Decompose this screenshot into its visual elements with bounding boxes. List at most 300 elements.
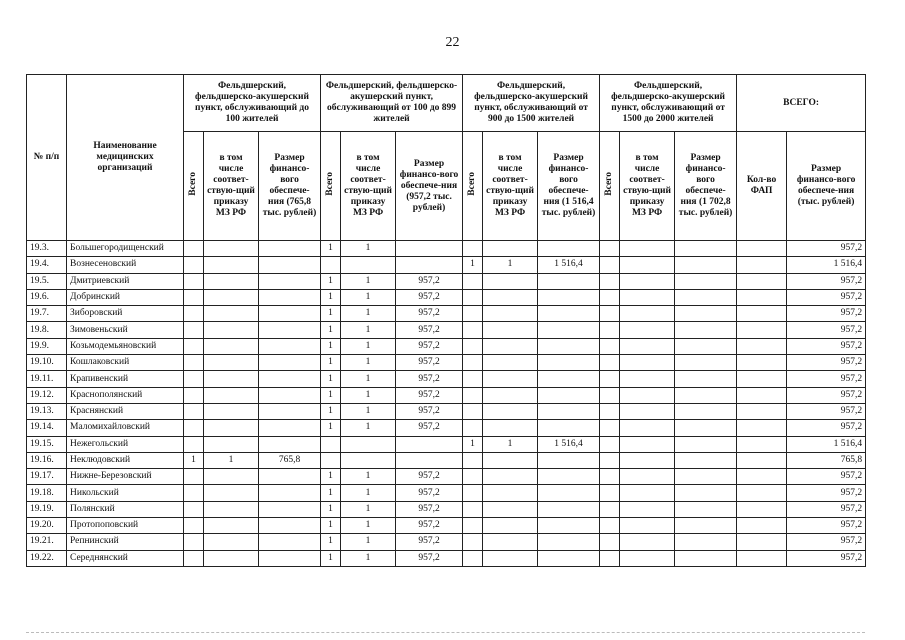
fap-count [737, 436, 787, 452]
group-3-compliant [483, 550, 538, 566]
group-3-compliant [483, 501, 538, 517]
group-3-fin: 1 516,4 [538, 257, 600, 273]
group-3-fin [538, 355, 600, 371]
org-name: Полянский [67, 501, 184, 517]
group-3-total [463, 403, 483, 419]
group-3-fin [538, 322, 600, 338]
group-4-total [600, 485, 620, 501]
row-number: 19.5. [27, 273, 67, 289]
row-number: 19.8. [27, 322, 67, 338]
group-3-total [463, 322, 483, 338]
group-2-total: 1 [321, 322, 341, 338]
group-1-fin: 765,8 [259, 452, 321, 468]
group-3-fin [538, 469, 600, 485]
table-row [27, 534, 866, 550]
group-1-fin [259, 485, 321, 501]
group-4-total [600, 273, 620, 289]
table-row [27, 306, 866, 322]
group-1-fin [259, 289, 321, 305]
group-4-fin [675, 241, 737, 257]
table-row [27, 436, 866, 452]
group-2-fin: 957,2 [396, 550, 463, 566]
header-fin-2: Размер финансо-вого обеспече-ния (957,2 тыс. рублей) [396, 132, 463, 241]
group-2-fin: 957,2 [396, 534, 463, 550]
total-fin: 957,2 [787, 355, 866, 371]
group-4-compliant [620, 436, 675, 452]
total-fin: 957,2 [787, 534, 866, 550]
group-1-compliant [204, 403, 259, 419]
group-1-compliant [204, 306, 259, 322]
total-fin: 957,2 [787, 322, 866, 338]
group-2-total: 1 [321, 289, 341, 305]
group-1-fin [259, 322, 321, 338]
group-3-compliant [483, 289, 538, 305]
row-number: 19.14. [27, 420, 67, 436]
group-2-compliant: 1 [341, 403, 396, 419]
total-fin: 957,2 [787, 403, 866, 419]
group-2-total: 1 [321, 387, 341, 403]
table-row [27, 257, 866, 273]
group-1-compliant [204, 355, 259, 371]
row-number: 19.9. [27, 338, 67, 354]
group-2-fin: 957,2 [396, 485, 463, 501]
group-3-total [463, 338, 483, 354]
group-2-compliant: 1 [341, 289, 396, 305]
group-2-total: 1 [321, 550, 341, 566]
group-1-total [184, 518, 204, 534]
group-2-total: 1 [321, 241, 341, 257]
group-1-compliant [204, 371, 259, 387]
group-3-total [463, 306, 483, 322]
group-4-fin [675, 289, 737, 305]
org-name: Большегородищенский [67, 241, 184, 257]
group-3-total [463, 485, 483, 501]
group-1-fin [259, 403, 321, 419]
group-4-fin [675, 485, 737, 501]
group-2-compliant: 1 [341, 241, 396, 257]
total-fin: 1 516,4 [787, 257, 866, 273]
fap-count [737, 289, 787, 305]
group-4-compliant [620, 273, 675, 289]
fap-count [737, 469, 787, 485]
group-4-compliant [620, 518, 675, 534]
group-4-total [600, 387, 620, 403]
total-fin: 957,2 [787, 469, 866, 485]
group-2-total: 1 [321, 273, 341, 289]
group-4-compliant [620, 485, 675, 501]
group-4-total [600, 469, 620, 485]
group-4-compliant [620, 355, 675, 371]
header-num: № п/п [27, 75, 67, 241]
group-3-total: 1 [463, 257, 483, 273]
org-name: Никольский [67, 485, 184, 501]
group-2-compliant: 1 [341, 371, 396, 387]
total-fin: 957,2 [787, 550, 866, 566]
group-4-total [600, 550, 620, 566]
group-3-total [463, 420, 483, 436]
fap-count [737, 241, 787, 257]
group-1-compliant [204, 257, 259, 273]
group-1-fin [259, 355, 321, 371]
group-3-fin [538, 485, 600, 501]
table-row [27, 485, 866, 501]
group-3-total [463, 289, 483, 305]
group-2-compliant: 1 [341, 485, 396, 501]
group-1-total [184, 355, 204, 371]
group-4-total [600, 436, 620, 452]
group-2-fin: 957,2 [396, 420, 463, 436]
header-compliant-2: в том числе соответ-ствую-щий приказу МЗ РФ [341, 132, 396, 241]
header-fin-3: Размер финансо-вого обеспече-ния (1 516,4 тыс. рублей) [538, 132, 600, 241]
org-name: Нижне-Березовский [67, 469, 184, 485]
group-2-total: 1 [321, 306, 341, 322]
row-number: 19.11. [27, 371, 67, 387]
group-2-compliant [341, 257, 396, 273]
group-1-total [184, 403, 204, 419]
group-3-compliant [483, 338, 538, 354]
header-total-3: Всего [463, 132, 483, 241]
row-number: 19.16. [27, 452, 67, 468]
fap-count [737, 501, 787, 517]
fap-count [737, 387, 787, 403]
org-name: Зиборовский [67, 306, 184, 322]
group-4-fin [675, 257, 737, 273]
table-row [27, 338, 866, 354]
header-org-name: Наименование медицинских организаций [67, 75, 184, 241]
group-2-fin: 957,2 [396, 289, 463, 305]
group-4-fin [675, 306, 737, 322]
group-4-total [600, 501, 620, 517]
group-4-compliant [620, 403, 675, 419]
group-1-total [184, 387, 204, 403]
group-3-compliant [483, 387, 538, 403]
group-4-compliant [620, 306, 675, 322]
org-name: Середнянский [67, 550, 184, 566]
total-fin: 957,2 [787, 387, 866, 403]
group-1-fin [259, 469, 321, 485]
org-name: Добринский [67, 289, 184, 305]
total-fin: 957,2 [787, 485, 866, 501]
fap-count [737, 518, 787, 534]
group-1-compliant [204, 550, 259, 566]
row-number: 19.4. [27, 257, 67, 273]
group-1-compliant [204, 485, 259, 501]
header-total-4: Всего [600, 132, 620, 241]
group-1-compliant [204, 338, 259, 354]
header-compliant-1: в том числе соответ-ствую-щий приказу МЗ РФ [204, 132, 259, 241]
group-1-total [184, 550, 204, 566]
group-1-compliant [204, 469, 259, 485]
group-2-total: 1 [321, 371, 341, 387]
org-name: Зимовеньский [67, 322, 184, 338]
group-2-compliant: 1 [341, 387, 396, 403]
group-3-fin [538, 273, 600, 289]
org-name: Краснянский [67, 403, 184, 419]
group-4-total [600, 322, 620, 338]
group-4-compliant [620, 469, 675, 485]
group-1-fin [259, 338, 321, 354]
org-name: Маломихайловский [67, 420, 184, 436]
org-name: Кошлаковский [67, 355, 184, 371]
group-2-total: 1 [321, 534, 341, 550]
row-number: 19.22. [27, 550, 67, 566]
group-4-compliant [620, 322, 675, 338]
total-fin: 957,2 [787, 241, 866, 257]
group-3-total [463, 387, 483, 403]
group-4-total [600, 371, 620, 387]
group-2-fin [396, 436, 463, 452]
group-2-fin: 957,2 [396, 322, 463, 338]
group-4-total [600, 534, 620, 550]
table-row [27, 273, 866, 289]
table-row [27, 518, 866, 534]
group-3-compliant [483, 241, 538, 257]
total-fin: 765,8 [787, 452, 866, 468]
group-4-fin [675, 322, 737, 338]
total-fin: 957,2 [787, 338, 866, 354]
group-1-compliant [204, 501, 259, 517]
group-4-fin [675, 469, 737, 485]
header-fin-4: Размер финансо-вого обеспече-ния (1 702,8 тыс. рублей) [675, 132, 737, 241]
group-1-fin [259, 306, 321, 322]
group-3-compliant [483, 306, 538, 322]
group-1-total [184, 534, 204, 550]
group-4-compliant [620, 550, 675, 566]
group-4-fin [675, 355, 737, 371]
org-name: Репнинский [67, 534, 184, 550]
org-name: Нежегольский [67, 436, 184, 452]
group-4-total [600, 518, 620, 534]
group-2-total: 1 [321, 469, 341, 485]
group-1-compliant [204, 436, 259, 452]
group-4-compliant [620, 257, 675, 273]
total-fin: 957,2 [787, 420, 866, 436]
fap-count [737, 355, 787, 371]
fap-count [737, 322, 787, 338]
table-body [27, 241, 866, 567]
header-total-fin: Размер финансо-вого обеспече-ния (тыс. рублей) [787, 132, 866, 241]
group-2-fin: 957,2 [396, 338, 463, 354]
header-group-total: ВСЕГО: [737, 75, 866, 132]
group-1-total [184, 485, 204, 501]
group-4-total [600, 452, 620, 468]
group-4-fin [675, 534, 737, 550]
group-3-fin [538, 289, 600, 305]
group-1-fin [259, 550, 321, 566]
group-1-compliant [204, 420, 259, 436]
group-3-fin [538, 550, 600, 566]
org-name: Вознесеновский [67, 257, 184, 273]
group-1-compliant [204, 518, 259, 534]
total-fin: 957,2 [787, 371, 866, 387]
group-2-total: 1 [321, 355, 341, 371]
group-1-fin [259, 371, 321, 387]
header-fap-count: Кол-во ФАП [737, 132, 787, 241]
row-number: 19.3. [27, 241, 67, 257]
group-1-compliant: 1 [204, 452, 259, 468]
org-name: Дмитриевский [67, 273, 184, 289]
group-1-total [184, 338, 204, 354]
group-2-fin: 957,2 [396, 371, 463, 387]
group-1-fin [259, 387, 321, 403]
group-1-compliant [204, 273, 259, 289]
group-3-fin [538, 403, 600, 419]
group-3-fin [538, 241, 600, 257]
org-name: Краснополянский [67, 387, 184, 403]
group-3-total [463, 273, 483, 289]
header-group-3: Фельдшерский, фельдшерско-акушерский пункт, обслуживающий от 900 до 1500 жителей [463, 75, 600, 132]
group-4-compliant [620, 241, 675, 257]
org-name: Крапивенский [67, 371, 184, 387]
table-row [27, 355, 866, 371]
group-4-compliant [620, 371, 675, 387]
group-4-total [600, 420, 620, 436]
header-group-2: Фельдшерский, фельдшерско-акушерский пункт, обслуживающий от 100 до 899 жителей [321, 75, 463, 132]
group-2-fin [396, 452, 463, 468]
group-1-total [184, 273, 204, 289]
group-4-fin [675, 403, 737, 419]
group-3-compliant [483, 371, 538, 387]
group-1-fin [259, 420, 321, 436]
group-1-total [184, 257, 204, 273]
org-name: Протопоповский [67, 518, 184, 534]
group-4-compliant [620, 387, 675, 403]
group-2-compliant: 1 [341, 322, 396, 338]
org-name: Козьмодемьяновский [67, 338, 184, 354]
total-fin: 957,2 [787, 306, 866, 322]
group-3-fin [538, 420, 600, 436]
group-1-compliant [204, 241, 259, 257]
table-row [27, 469, 866, 485]
group-1-fin [259, 518, 321, 534]
table-row [27, 289, 866, 305]
group-1-total [184, 289, 204, 305]
group-2-compliant: 1 [341, 338, 396, 354]
group-3-compliant [483, 322, 538, 338]
group-1-total [184, 501, 204, 517]
header-compliant-3: в том числе соответ-ствую-щий приказу МЗ РФ [483, 132, 538, 241]
group-4-compliant [620, 289, 675, 305]
group-3-compliant [483, 273, 538, 289]
group-2-compliant: 1 [341, 550, 396, 566]
group-3-total: 1 [463, 436, 483, 452]
group-1-compliant [204, 322, 259, 338]
row-number: 19.15. [27, 436, 67, 452]
group-3-compliant [483, 403, 538, 419]
group-2-compliant: 1 [341, 273, 396, 289]
group-2-total [321, 257, 341, 273]
group-4-fin [675, 452, 737, 468]
group-4-compliant [620, 501, 675, 517]
group-2-fin: 957,2 [396, 403, 463, 419]
group-4-total [600, 241, 620, 257]
group-3-fin [538, 534, 600, 550]
group-1-total [184, 306, 204, 322]
group-3-total [463, 518, 483, 534]
fap-count [737, 420, 787, 436]
fap-count [737, 338, 787, 354]
group-4-total [600, 306, 620, 322]
group-2-compliant: 1 [341, 501, 396, 517]
group-2-compliant: 1 [341, 306, 396, 322]
group-3-compliant [483, 485, 538, 501]
group-3-fin [538, 387, 600, 403]
group-1-compliant [204, 289, 259, 305]
org-name: Неклюдовский [67, 452, 184, 468]
group-3-fin: 1 516,4 [538, 436, 600, 452]
table-row [27, 322, 866, 338]
row-number: 19.19. [27, 501, 67, 517]
group-2-fin [396, 257, 463, 273]
group-2-compliant [341, 452, 396, 468]
row-number: 19.13. [27, 403, 67, 419]
group-4-fin [675, 387, 737, 403]
fap-count [737, 452, 787, 468]
group-4-fin [675, 420, 737, 436]
page-number: 22 [445, 35, 460, 50]
group-1-total [184, 322, 204, 338]
group-3-total [463, 355, 483, 371]
group-1-fin [259, 273, 321, 289]
group-1-fin [259, 241, 321, 257]
header-fin-1: Размер финансо-вого обеспече-ния (765,8 тыс. рублей) [259, 132, 321, 241]
fap-count [737, 257, 787, 273]
group-1-total [184, 371, 204, 387]
group-2-compliant [341, 436, 396, 452]
header-row-groups [27, 75, 866, 132]
group-4-compliant [620, 420, 675, 436]
header-group-4: Фельдшерский, фельдшерско-акушерский пункт, обслуживающий от 1500 до 2000 жителей [600, 75, 737, 132]
group-2-fin: 957,2 [396, 306, 463, 322]
group-2-total: 1 [321, 338, 341, 354]
fap-count [737, 306, 787, 322]
group-3-compliant [483, 518, 538, 534]
row-number: 19.17. [27, 469, 67, 485]
table-row [27, 371, 866, 387]
group-1-total [184, 241, 204, 257]
group-2-fin: 957,2 [396, 355, 463, 371]
group-3-total [463, 469, 483, 485]
fap-count [737, 485, 787, 501]
header-compliant-4: в том числе соответ-ствую-щий приказу МЗ РФ [620, 132, 675, 241]
fap-count [737, 371, 787, 387]
group-2-fin: 957,2 [396, 469, 463, 485]
group-2-total: 1 [321, 485, 341, 501]
fap-count [737, 273, 787, 289]
scan-edge [26, 632, 865, 633]
group-4-fin [675, 501, 737, 517]
group-3-total [463, 534, 483, 550]
row-number: 19.7. [27, 306, 67, 322]
group-4-fin [675, 518, 737, 534]
group-4-fin [675, 550, 737, 566]
group-2-compliant: 1 [341, 534, 396, 550]
group-3-total [463, 452, 483, 468]
group-1-compliant [204, 534, 259, 550]
group-3-fin [538, 371, 600, 387]
group-4-total [600, 257, 620, 273]
group-2-total: 1 [321, 501, 341, 517]
group-2-compliant: 1 [341, 355, 396, 371]
group-4-total [600, 289, 620, 305]
group-1-total [184, 420, 204, 436]
group-3-total [463, 550, 483, 566]
total-fin: 957,2 [787, 518, 866, 534]
group-1-fin [259, 501, 321, 517]
row-number: 19.20. [27, 518, 67, 534]
group-2-total [321, 436, 341, 452]
group-2-fin: 957,2 [396, 501, 463, 517]
